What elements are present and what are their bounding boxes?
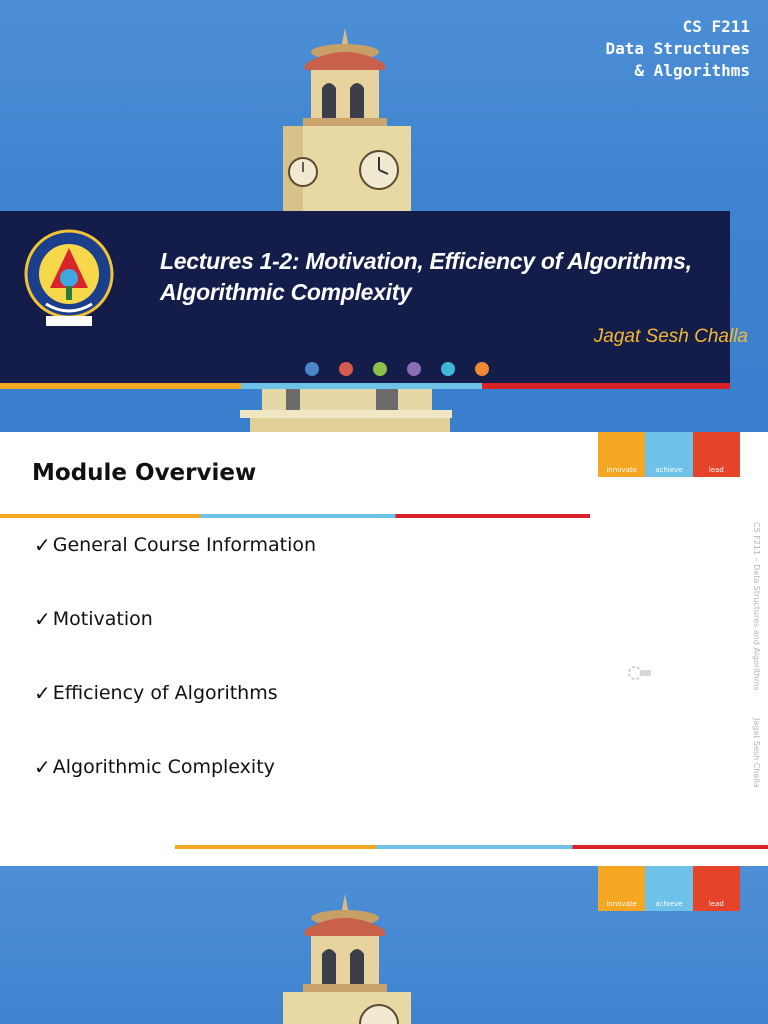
checkmark-icon: ✓ xyxy=(34,533,51,557)
title-line: Lectures 1-2: Motivation, Efficiency of Algorithms, xyxy=(160,248,692,274)
checkmark-icon: ✓ xyxy=(34,755,51,779)
dot-5 xyxy=(441,362,455,376)
bullet-text: Efficiency of Algorithms xyxy=(52,682,278,704)
course-code-line: CS F211 xyxy=(682,17,750,36)
bullet-text: Algorithmic Complexity xyxy=(52,756,275,778)
checkmark-icon: ✓ xyxy=(34,607,51,631)
slide-dots xyxy=(305,362,489,376)
dot-6 xyxy=(475,362,489,376)
title-slide xyxy=(0,0,768,432)
brand-bar xyxy=(598,432,740,477)
bullet-item xyxy=(34,606,316,680)
dot-1 xyxy=(305,362,319,376)
brand-achieve xyxy=(645,432,692,477)
brand-lead xyxy=(693,432,740,477)
course-name-line: & Algorithms xyxy=(634,61,750,80)
bottom-rule xyxy=(175,845,768,849)
course-name-line: Data Structures xyxy=(605,39,750,58)
dot-3 xyxy=(373,362,387,376)
side-author-text: Jagat Sesh Challa xyxy=(752,718,761,788)
bullet-item xyxy=(34,680,316,754)
dot-4 xyxy=(407,362,421,376)
color-stripe xyxy=(0,383,730,389)
course-code xyxy=(606,16,751,82)
title-line: Algorithmic Complexity xyxy=(160,279,412,305)
author-name: Jagat Sesh Challa xyxy=(593,326,748,347)
bullet-list xyxy=(34,532,316,828)
bullet-item xyxy=(34,532,316,606)
brand-achieve xyxy=(645,866,692,911)
dot-2 xyxy=(339,362,353,376)
next-slide-partial xyxy=(0,866,768,1024)
gear-watermark-icon xyxy=(624,662,654,684)
bullet-text: Motivation xyxy=(52,608,153,630)
brand-label: achieve xyxy=(655,466,683,474)
brand-lead xyxy=(693,866,740,911)
slide-title: Module Overview xyxy=(32,460,257,486)
bullet-item xyxy=(34,754,316,828)
brand-label: lead xyxy=(708,900,724,908)
bits-logo-icon xyxy=(24,228,114,328)
brand-innovate xyxy=(598,866,645,911)
side-course-text: CS F211 – Data Structures and Algorithms xyxy=(752,522,761,691)
brand-label: lead xyxy=(708,466,724,474)
module-overview-slide xyxy=(0,432,768,866)
brand-bar xyxy=(598,866,740,911)
brand-label: innovate xyxy=(606,900,637,908)
lecture-title xyxy=(160,246,720,308)
brand-innovate xyxy=(598,432,645,477)
brand-label: innovate xyxy=(606,466,637,474)
brand-label: achieve xyxy=(655,900,683,908)
bullet-text: General Course Information xyxy=(52,534,317,556)
checkmark-icon: ✓ xyxy=(34,681,51,705)
title-rule xyxy=(0,514,590,518)
